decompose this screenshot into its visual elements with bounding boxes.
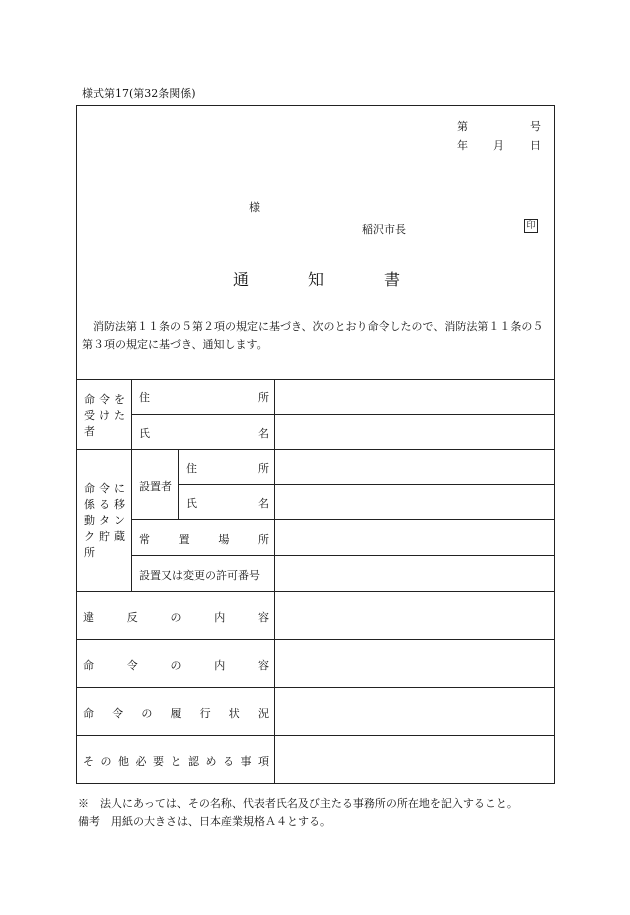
seal-mark: 印 [524, 219, 538, 233]
table-rule [274, 379, 275, 784]
order-content-label: 命 令 の 内 容 [83, 659, 269, 672]
date-day: 日 [530, 139, 541, 152]
violation-label: 違 反 の 内 容 [83, 611, 269, 624]
table-rule [76, 379, 555, 380]
notice-form-frame [76, 105, 555, 784]
tank-group-label: 命令に係る移動タンク貯蔵所 [84, 482, 129, 559]
permit-number-label: 設置又は変更の許可番号 [139, 569, 260, 582]
table-rule [76, 687, 555, 688]
title-char-1: 通 [233, 270, 250, 289]
storage-place-label: 常 置 場 所 [139, 533, 269, 546]
table-rule [178, 449, 179, 519]
compliance-status-label: 命 令 の 履 行 状 況 [83, 707, 269, 720]
table-rule [131, 519, 555, 520]
recipient-group-label: 命令を受けた者 [84, 393, 129, 438]
footnote-paper-size: 備考 用紙の大きさは、日本産業規格Ａ４とする。 [78, 815, 331, 828]
table-rule [131, 555, 555, 556]
other-matters-label: そ の 他 必 要 と 認 め る 事 項 [83, 755, 269, 768]
form-number-label: 様式第17(第32条関係) [82, 87, 196, 100]
installer-name-label: 氏 名 [186, 497, 269, 510]
installer-address-label: 住 所 [186, 462, 269, 475]
footnote-corporation: ※ 法人にあっては、その名称、代表者氏名及び主たる事務所の所在地を記入すること。 [78, 797, 518, 810]
table-rule [76, 639, 555, 640]
table-rule [76, 591, 555, 592]
date-year: 年 [457, 139, 468, 152]
notice-body-text: 消防法第１１条の５第２項の規定に基づき、次のとおり命令したので、消防法第１１条の５第３項の規定に基づき、通知します。 [82, 320, 544, 351]
number-dai: 第 [457, 120, 468, 133]
address-label: 住 所 [139, 391, 269, 404]
table-rule [76, 735, 555, 736]
table-rule [131, 414, 555, 415]
title-char-3: 書 [384, 270, 401, 289]
table-rule [76, 449, 555, 450]
date-month: 月 [493, 139, 504, 152]
installer-label: 設置者 [139, 480, 172, 493]
number-go: 号 [530, 120, 541, 133]
addressee-sama: 様 [249, 201, 260, 214]
issuer-name: 稲沢市長 [362, 223, 406, 236]
table-rule [178, 484, 555, 485]
name-label: 氏 名 [139, 427, 269, 440]
title-char-2: 知 [308, 270, 325, 289]
